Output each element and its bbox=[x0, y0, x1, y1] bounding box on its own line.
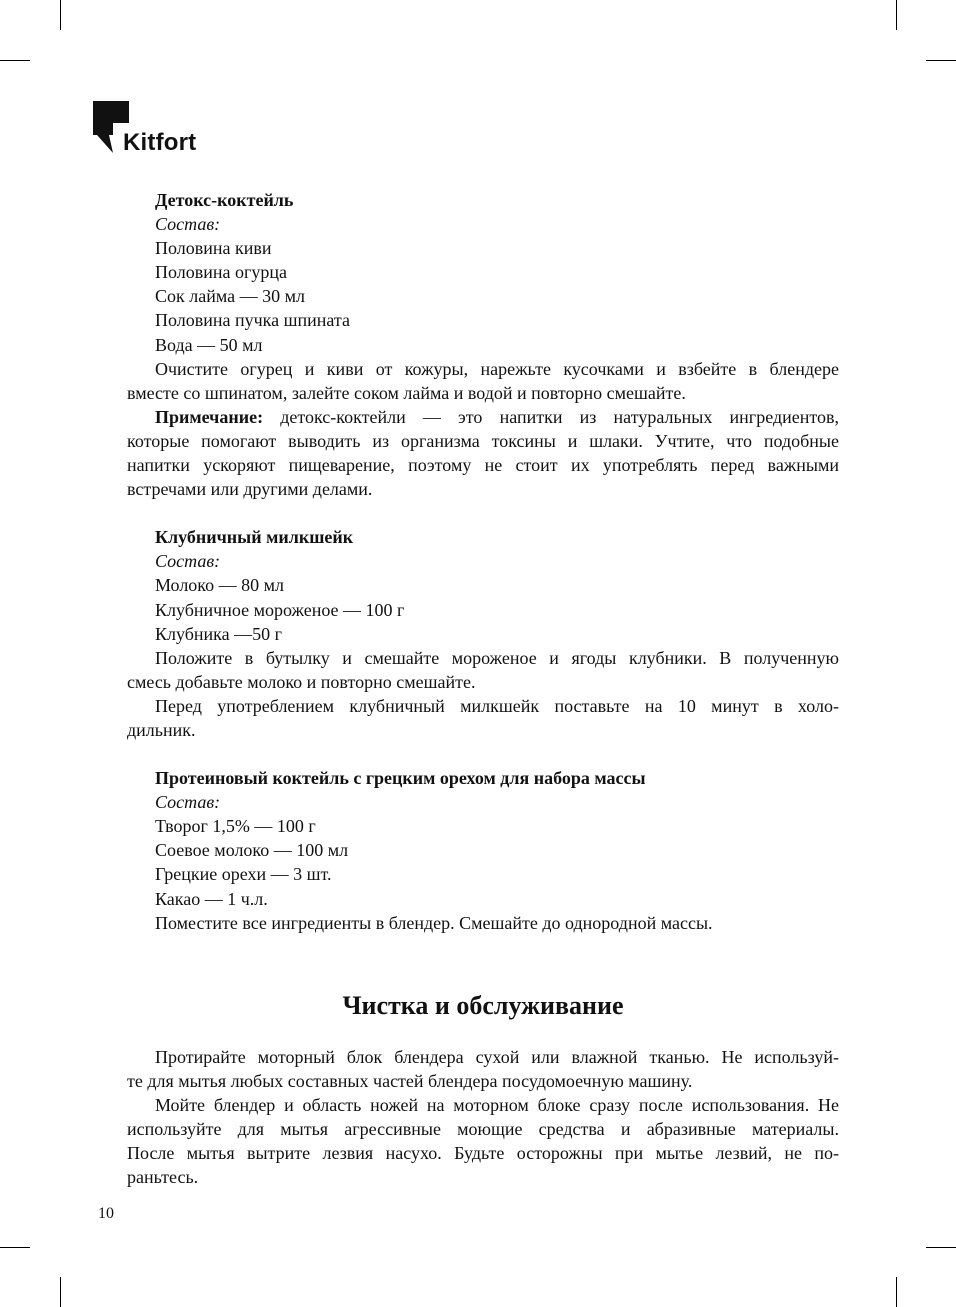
paragraph-line: Протирайте моторный блок блендера сухой или влажной тканью. Не используй- bbox=[155, 1046, 839, 1067]
ingredient: Грецкие орехи — 3 шт. bbox=[155, 864, 332, 885]
ingredient: Какао — 1 ч.л. bbox=[155, 888, 268, 909]
note-line: которые помогают выводить из организма токсины и шлаки. Учтите, что подобные bbox=[127, 430, 839, 451]
section-title-cleaning: Чистка и обслуживание bbox=[342, 990, 624, 1020]
ingredient: Сок лайма — 30 мл bbox=[155, 286, 305, 307]
instruction-line: Поместите все ингредиенты в блендер. Смешайте до однородной массы. bbox=[155, 912, 713, 933]
ingredient: Молоко — 80 мл bbox=[155, 575, 285, 596]
crop-mark bbox=[60, 0, 61, 30]
instruction-line: смесь добавьте молоко и повторно смешайте. bbox=[127, 671, 476, 692]
crop-mark bbox=[60, 1277, 61, 1307]
ingredient: Половина киви bbox=[155, 238, 272, 259]
crop-mark bbox=[0, 1247, 30, 1248]
composition-label: Состав: bbox=[155, 214, 221, 235]
recipe-title: Детокс-коктейль bbox=[155, 190, 294, 210]
composition-label: Состав: bbox=[155, 792, 221, 813]
kitfort-logo bbox=[93, 101, 223, 157]
paragraph-line: Мойте блендер и область ножей на моторном блоке сразу после использования. Не bbox=[155, 1094, 839, 1115]
ingredient: Соевое молоко — 100 мл bbox=[155, 840, 349, 861]
page-number: 10 bbox=[98, 1205, 114, 1222]
note-line bbox=[127, 405, 839, 429]
page-content bbox=[127, 188, 839, 1189]
note-line: встречами или другими делами. bbox=[127, 479, 373, 500]
note-line: напитки ускоряют пищеварение, поэтому не стоит их употреблять перед важными bbox=[127, 455, 839, 476]
crop-mark bbox=[926, 60, 956, 61]
recipe-title: Протеиновый коктейль с грецким орехом для набора массы bbox=[155, 768, 646, 789]
composition-label: Состав: bbox=[155, 551, 221, 572]
cleaning-text bbox=[127, 1045, 839, 1190]
recipe-detox bbox=[127, 188, 839, 501]
kitfort-logo-text: Kitfort bbox=[123, 129, 197, 156]
instruction-line: Очистите огурец и киви от кожуры, нарежьте кусочками и взбейте в блендере bbox=[155, 358, 839, 379]
note-label: Примечание: bbox=[155, 406, 264, 427]
spacer bbox=[127, 501, 839, 525]
crop-mark bbox=[926, 1247, 956, 1248]
paragraph-line: те для мытья любых составных частей блендера посудомоечную машину. bbox=[127, 1070, 693, 1091]
note-text: детокс-коктейли — это напитки из натуральных ингредиентов, bbox=[263, 406, 839, 427]
instruction-line: Перед употреблением клубничный милкшейк поставьте на 10 минут в холо- bbox=[155, 695, 839, 716]
ingredient: Половина пучка шпината bbox=[155, 310, 351, 331]
instruction-line: Положите в бутылку и смешайте мороженое и ягоды клубники. В полученную bbox=[155, 647, 839, 668]
recipe-protein-shake bbox=[127, 766, 839, 935]
crop-mark bbox=[896, 1277, 897, 1307]
ingredient: Клубника —50 г bbox=[155, 623, 283, 644]
ingredient: Вода — 50 мл bbox=[155, 334, 263, 355]
paragraph-line: После мытья вытрите лезвия насухо. Будьте осторожны при мытье лезвий, не по- bbox=[127, 1143, 839, 1164]
instruction-line: вместе со шпинатом, залейте соком лайма и водой и повторно смешайте. bbox=[127, 382, 686, 403]
ingredient: Половина огурца bbox=[155, 262, 288, 283]
ingredient: Творог 1,5% — 100 г bbox=[155, 816, 316, 837]
recipe-title: Клубничный милкшейк bbox=[155, 527, 354, 548]
instruction-line: дильник. bbox=[127, 719, 196, 740]
paragraph-line: используйте для мытья агрессивные моющие средства и абразивные материалы. bbox=[127, 1119, 839, 1139]
crop-mark bbox=[0, 60, 30, 61]
paragraph-line: раньтесь. bbox=[127, 1167, 199, 1188]
recipe-strawberry-milkshake bbox=[127, 525, 839, 742]
spacer bbox=[127, 742, 839, 766]
ingredient: Клубничное мороженое — 100 г bbox=[155, 599, 405, 620]
crop-mark bbox=[896, 0, 897, 30]
